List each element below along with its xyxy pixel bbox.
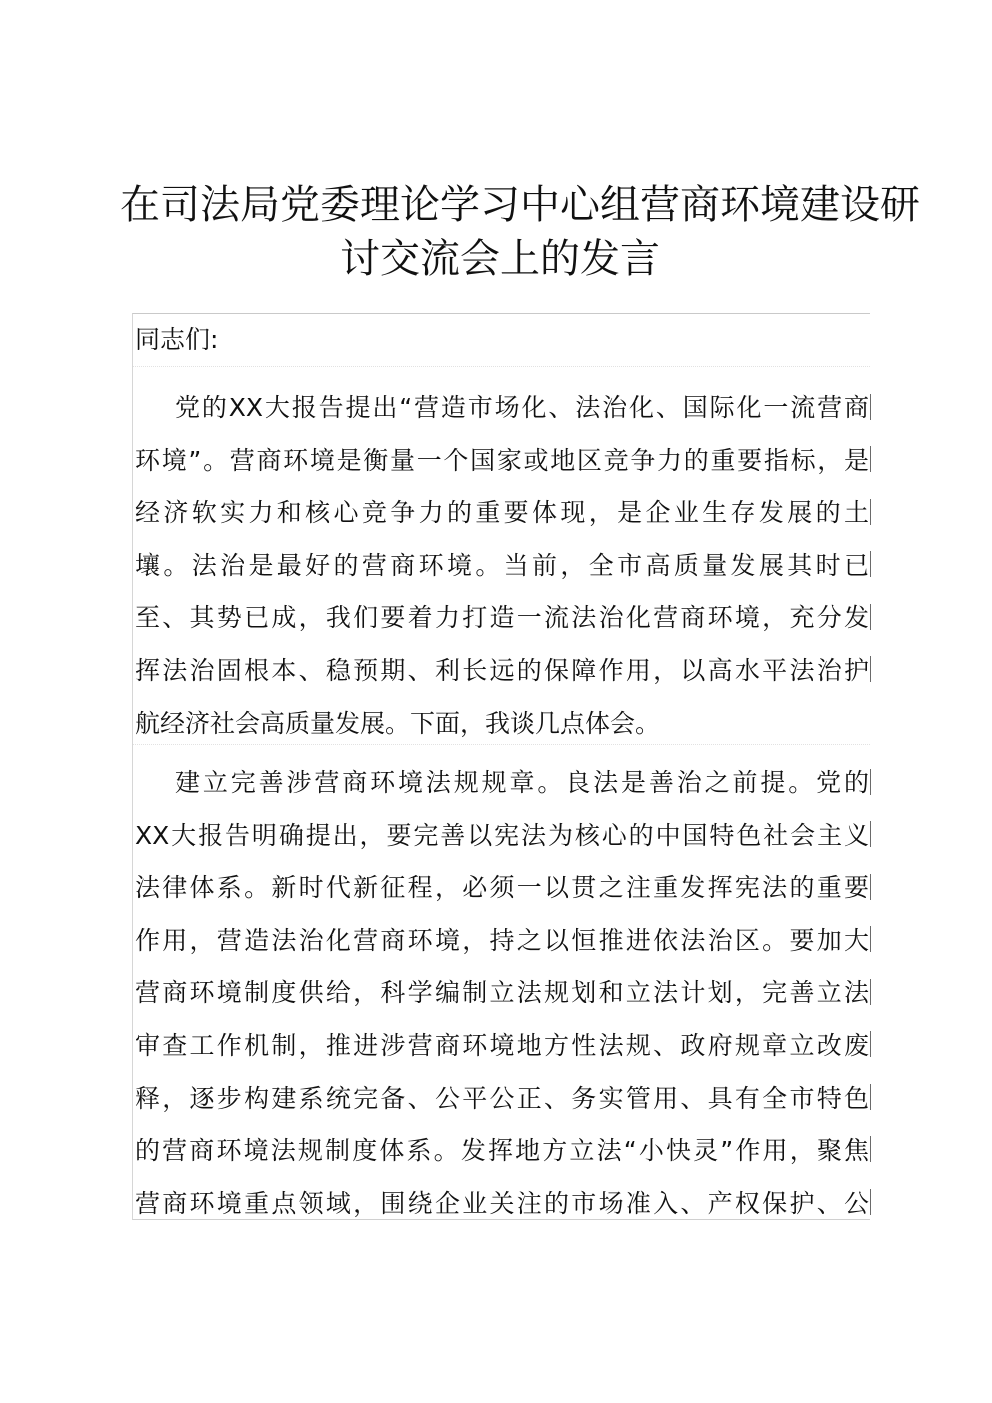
right-edge-marks	[869, 314, 871, 1219]
edge-tick	[870, 926, 872, 952]
paragraph-line: 挥法治固根本、稳预期、利长远的保障作用，以高水平法治护	[135, 655, 869, 685]
edge-tick	[870, 446, 872, 472]
paragraph-line: 的营商环境法规制度体系。发挥地方立法“小快灵”作用，聚焦	[135, 1136, 869, 1166]
paragraph-line: 建立完善涉营商环境法规规章。良法是善治之前提。党的	[175, 768, 869, 797]
content-frame	[132, 313, 870, 1220]
divider	[133, 744, 870, 745]
paragraph-line: 审查工作机制，推进涉营商环境地方性法规、政府规章立改废	[135, 1030, 869, 1060]
paragraph-line: 营商环境制度供给，科学编制立法规划和立法计划，完善立法	[135, 978, 869, 1008]
divider	[133, 366, 870, 367]
paragraph-line: 党的XX大报告提出“营造市场化、法治化、国际化一流营商	[175, 393, 869, 422]
edge-tick	[870, 874, 872, 900]
edge-tick	[870, 1136, 872, 1162]
paragraph-line: 作用，营造法治化营商环境，持之以恒推进依法治区。要加大	[135, 925, 869, 955]
edge-tick	[870, 394, 872, 420]
paragraph-line: 释，逐步构建系统完备、公平公正、务实管用、具有全市特色	[135, 1083, 869, 1113]
edge-tick	[870, 769, 872, 795]
paragraph-line: XX大报告明确提出，要完善以宪法为核心的中国特色社会主义	[135, 820, 869, 850]
paragraph-line: 壤。法治是最好的营商环境。当前，全市高质量发展其时已	[135, 550, 869, 580]
edge-tick	[870, 604, 872, 630]
edge-tick	[870, 656, 872, 682]
title-line-1: 在司法局党委理论学习中心组营商环境建设研	[120, 182, 920, 228]
paragraph-line: 经济软实力和核心竞争力的重要体现，是企业生存发展的土	[135, 498, 869, 528]
paragraph-line: 环境”。营商环境是衡量一个国家或地区竞争力的重要指标，是	[135, 445, 869, 475]
edge-tick	[870, 551, 872, 577]
edge-tick	[870, 821, 872, 847]
edge-tick	[870, 499, 872, 525]
paragraph-line: 至、其势已成，我们要着力打造一流法治化营商环境，充分发	[135, 603, 869, 633]
edge-tick	[870, 1189, 872, 1215]
paragraph-line: 法律体系。新时代新征程，必须一以贯之注重发挥宪法的重要	[135, 873, 869, 903]
title-line-2: 讨交流会上的发言	[340, 236, 660, 282]
edge-tick	[870, 979, 872, 1005]
paragraph-1	[135, 382, 869, 750]
edge-tick	[870, 1084, 872, 1110]
salutation: 同志们:	[135, 325, 219, 354]
paragraph-2	[135, 757, 869, 1230]
edge-tick	[870, 1031, 872, 1057]
paragraph-line: 航经济社会高质量发展。下面，我谈几点体会。	[135, 708, 661, 738]
paragraph-line: 营商环境重点领域，围绕企业关注的市场准入、产权保护、公	[135, 1188, 869, 1218]
document-title	[120, 178, 920, 286]
